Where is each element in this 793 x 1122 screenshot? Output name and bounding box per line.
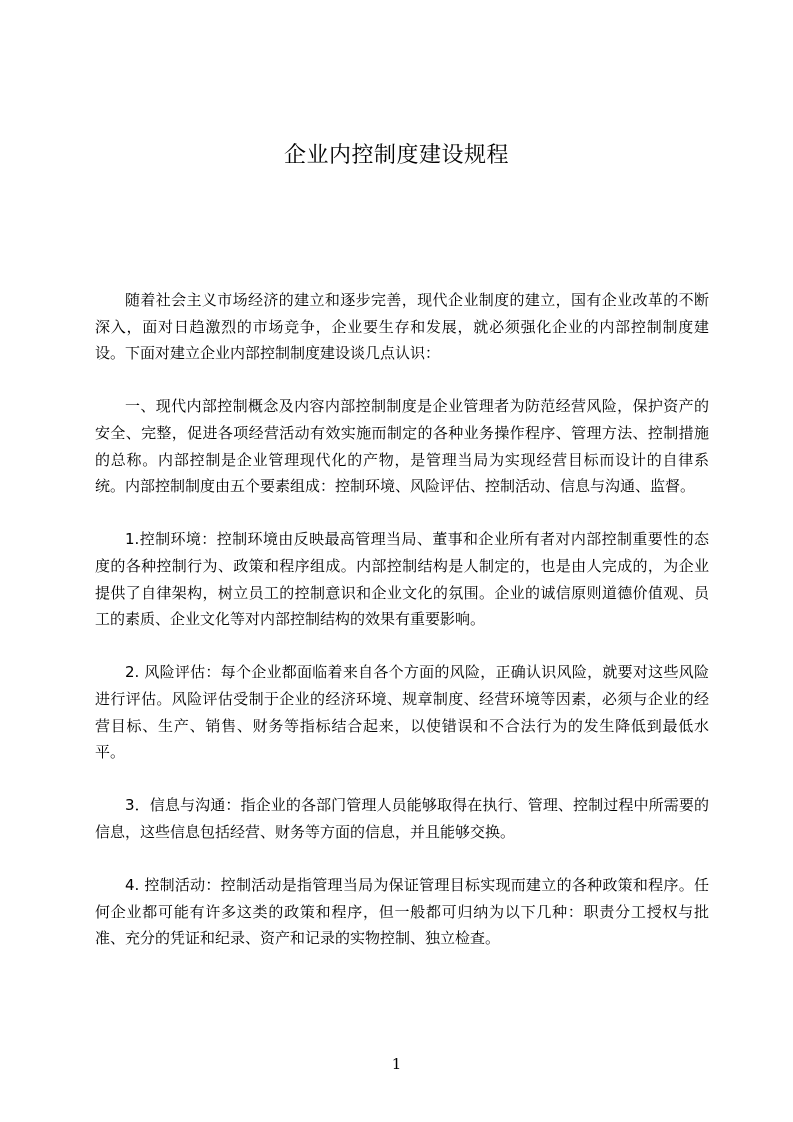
paragraph-spacer [95, 845, 709, 872]
paragraph-control-activities: 4. 控制活动：控制活动是指管理当局为保证管理目标实现而建立的各种政策和程序。任何企业都可能有许多这类的政策和程序，但一般都可归纳为以下几种：职责分工授权与批准、充分的凭证和纪录、资产和记录的实物控制、独立检查。 [95, 876, 709, 948]
paragraph-spacer [95, 367, 709, 394]
paragraph-information-communication: 3．信息与沟通：指企业的各部门管理人员能够取得在执行、管理、控制过程中所需要的信息，这些信息包括经营、财务等方面的信息，并且能够交换。 [95, 796, 709, 841]
paragraph-spacer [95, 766, 709, 793]
paragraph-section-one: 一、现代内部控制概念及内容内部控制制度是企业管理者为防范经营风险，保护资产的安全、完整，促进各项经营活动有效实施而制定的各种业务操作程序、管理方法、控制措施的总称。内部控制是企业管理现代化的产物，是管理当局为实现经营目标而设计的自律系统。内部控制制度由五个要素组成：控制环境、风险评估、控制活动、信息与沟通、监督。 [95, 397, 709, 496]
paragraph-intro: 随着社会主义市场经济的建立和逐步完善，现代企业制度的建立，国有企业改革的不断深入，面对日趋激烈的市场竞争，企业要生存和发展，就必须强化企业的内部控制制度建设。下面对建立企业内部控制制度建设谈几点认识： [95, 291, 709, 363]
page-number: 1 [391, 1055, 402, 1073]
document-body [95, 287, 709, 952]
paragraph-spacer [95, 633, 709, 660]
paragraph-risk-assessment: 2. 风险评估：每个企业都面临着来自各个方面的风险，正确认识风险，就要对这些风险进行评估。风险评估受制于企业的经济环境、规章制度、经营环境等因素，必须与企业的经营目标、生产、销售、财务等指标结合起来，以使错误和不合法行为的发生降低到最低水平。 [95, 663, 709, 762]
document-title: 企业内控制度建设规程 [283, 143, 509, 168]
paragraph-control-environment: 1.控制环境：控制环境由反映最高管理当局、董事和企业所有者对内部控制重要性的态度的各种控制行为、政策和程序组成。内部控制结构是人制定的，也是由人完成的，为企业提供了自律架构，树立员工的控制意识和企业文化的氛围。企业的诚信原则道德价值观、员工的素质、企业文化等对内部控制结构的效果有重要影响。 [95, 530, 709, 629]
paragraph-spacer [95, 500, 709, 527]
